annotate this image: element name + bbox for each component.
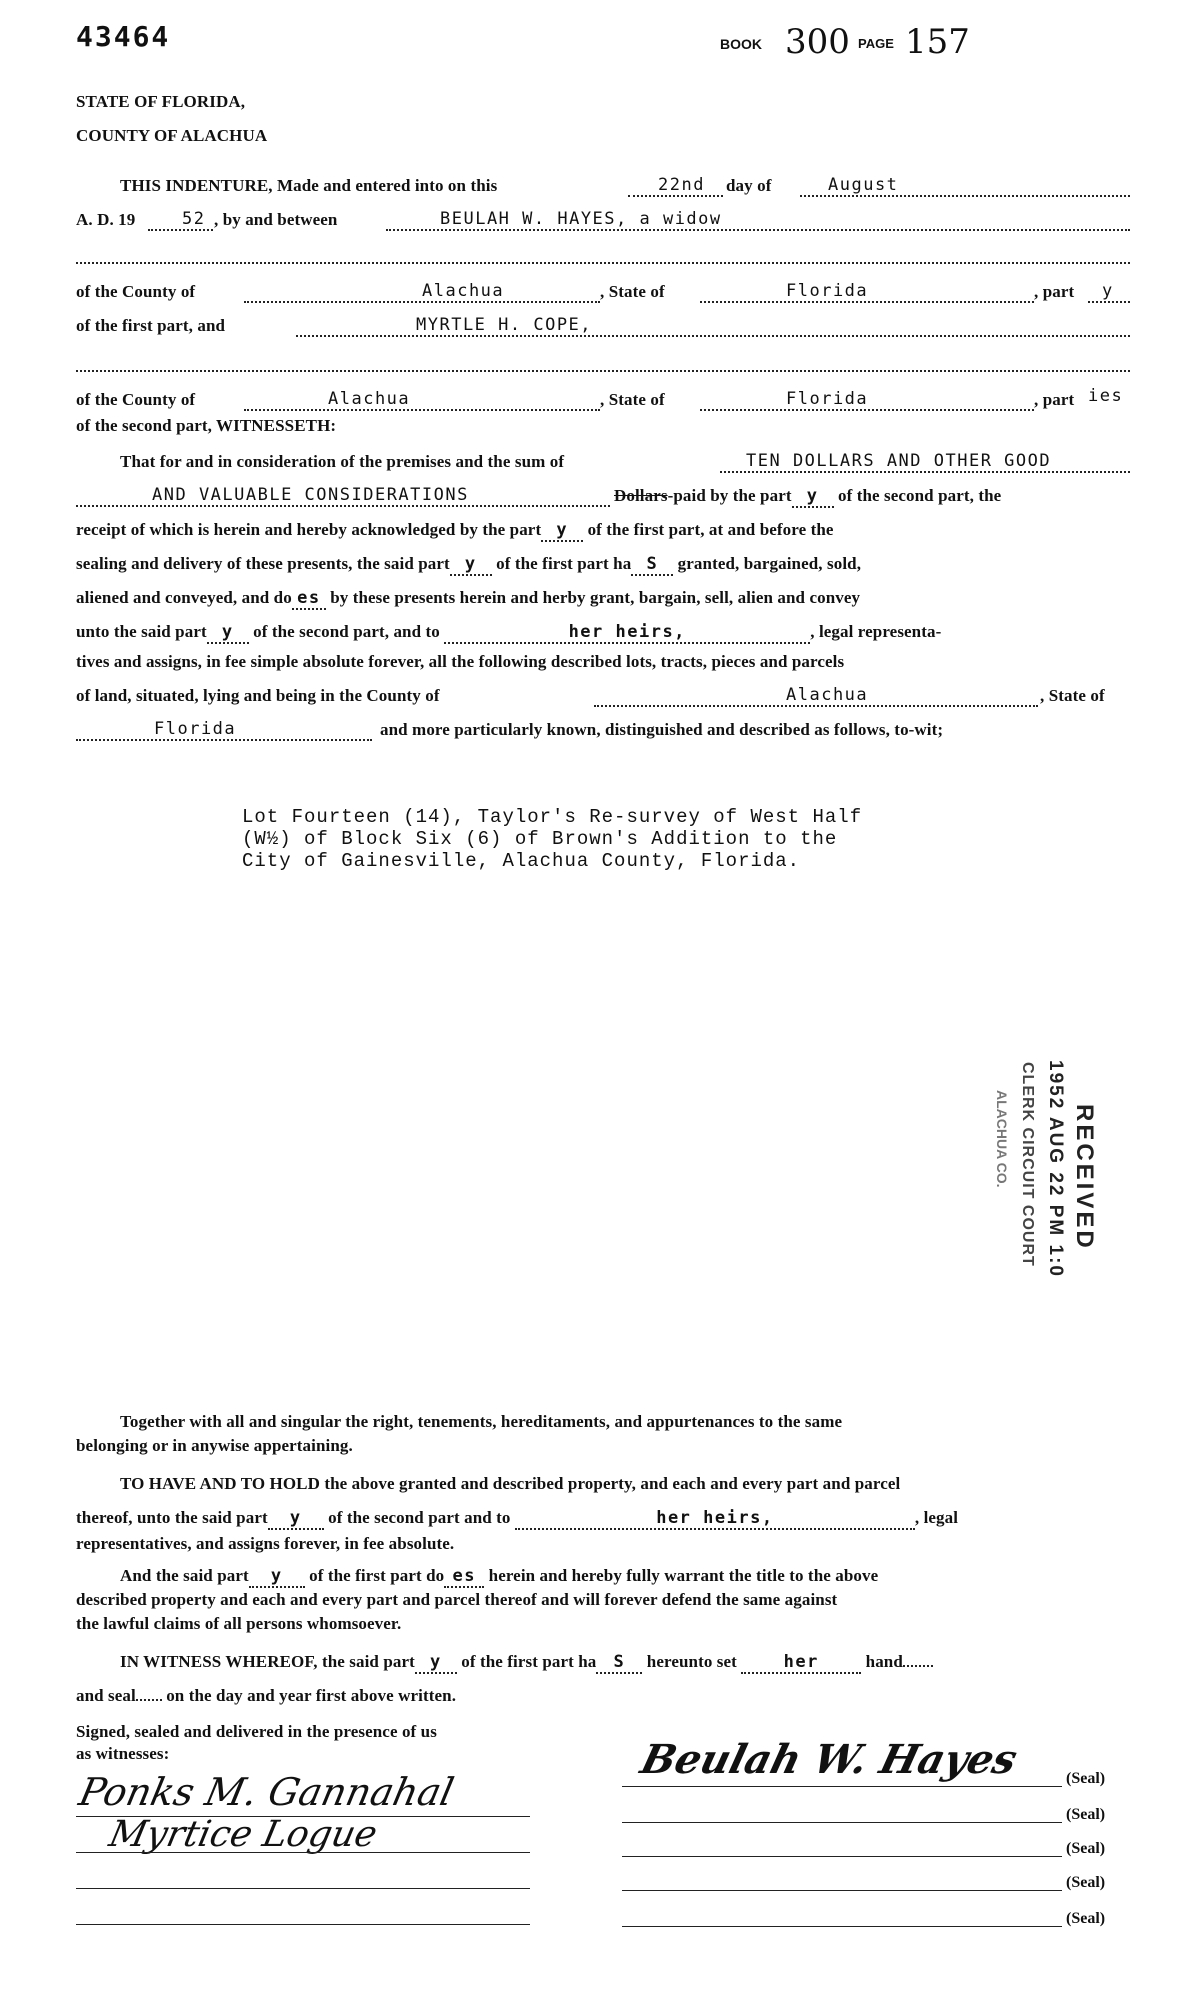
state3-value: Florida (154, 719, 237, 739)
year-line (148, 209, 213, 231)
habendum-y: y (268, 1508, 324, 1530)
witness-1a: IN WITNESS WHEREOF, the said part (120, 1652, 415, 1671)
by-between-label: , by and between (214, 210, 338, 229)
state2-line (700, 389, 1034, 411)
seal-line-2 (622, 1822, 1062, 1823)
aliened-row (76, 588, 860, 610)
state-heading: STATE OF FLORIDA, (76, 92, 246, 111)
unto-mid: of the second part, and to (253, 622, 440, 641)
state2-value: Florida (786, 389, 869, 409)
sealing-row (76, 554, 861, 576)
sealing-s: S (631, 554, 673, 576)
witness-1b: of the first part ha (461, 1652, 597, 1671)
land-tail: and more particularly known, distinguished and described as follows, to-wit; (380, 720, 944, 739)
consideration-lead: That for and in consideration of the premises and the sum of (120, 452, 565, 471)
witness-2a: and seal (76, 1686, 136, 1705)
witness-signature-2: Myrtice Logue (105, 1814, 381, 1855)
county-of-label-2: of the County of (76, 390, 196, 409)
county1-line (244, 281, 600, 303)
dollars-struck: Dollars (614, 486, 668, 505)
legal-description (242, 806, 862, 872)
sealing-y: y (450, 554, 492, 576)
unto-label: unto the said part (76, 622, 207, 641)
together-line-1: Together with all and singular the right, tenements, hereditaments, and appurtenances to the same (120, 1412, 843, 1431)
witness-her: her (741, 1652, 861, 1674)
amount-line-1-text: TEN DOLLARS AND OTHER GOOD (746, 451, 1052, 471)
habendum-line-3: representatives, and assigns forever, in fee absolute. (76, 1534, 455, 1553)
witness-line-3 (76, 1888, 530, 1889)
state-of-label-1: , State of (600, 282, 665, 301)
part1-line (1088, 281, 1130, 303)
stamp-county: ALACHUA CO. (994, 1090, 1010, 1188)
month-value: August (828, 175, 899, 195)
seal-label-1: (Seal) (1066, 1770, 1106, 1787)
part-label-2: , part (1034, 390, 1075, 409)
witness-line-4 (76, 1924, 530, 1925)
dollars-paid-row: Dollars-paid by the part y of the second part, the (614, 486, 1002, 506)
sealing-label: sealing and delivery of these presents, the said part (76, 554, 450, 573)
habendum-2a: thereof, unto the said part (76, 1508, 268, 1527)
seal-line-4 (622, 1890, 1062, 1891)
of-second-label: of the second part, the (837, 486, 1002, 505)
seal-label-2: (Seal) (1066, 1806, 1106, 1823)
signed-line-2: as witnesses: (76, 1744, 170, 1763)
day-of-label: day of (726, 176, 772, 195)
grantee-name: MYRTLE H. COPE, (416, 315, 593, 335)
aliened-es: es (292, 588, 326, 610)
habendum-heirs: her heirs, (515, 1508, 915, 1530)
grantor-name: BEULAH W. HAYES, a widow (440, 209, 722, 229)
receipt-y: y (541, 520, 583, 542)
witness-y: y (415, 1652, 457, 1674)
witness-hand: hand (865, 1652, 903, 1671)
warranty-1b: of the first part do (309, 1566, 445, 1585)
sealing-mid: of the first part ha (496, 554, 632, 573)
seal-label-5: (Seal) (1066, 1910, 1106, 1927)
state1-value: Florida (786, 281, 869, 301)
witness-line-2 (76, 1852, 530, 1853)
warranty-row-1 (120, 1566, 878, 1588)
sealing-tail: granted, bargained, sold, (677, 554, 862, 573)
witness-row-2 (76, 1686, 456, 1706)
unto-row (76, 622, 941, 644)
receipt-label: receipt of which is herein and hereby acknowledged by the part (76, 520, 542, 539)
legal-line-1: Lot Fourteen (14), Taylor's Re-survey of West Half (242, 806, 863, 828)
stamp-received: RECEIVED (1071, 1104, 1098, 1251)
part2-suffix: ies (1088, 386, 1124, 406)
together-line-2: belonging or in anywise appertaining. (76, 1436, 353, 1455)
grantor-signature: Beulah W. Hayes (636, 1736, 1022, 1783)
habendum-2b: of the second part and to (328, 1508, 511, 1527)
page-number: 157 (905, 22, 970, 62)
stamp-clerk: CLERK CIRCUIT COURT (1019, 1062, 1036, 1267)
seal-line-1 (622, 1786, 1062, 1787)
county3-line (594, 685, 1038, 707)
seal-label-4: (Seal) (1066, 1874, 1106, 1891)
seal-line-3 (622, 1856, 1062, 1857)
indenture-lead: THIS INDENTURE, Made and entered into on this (120, 176, 498, 195)
state-of-label-2: , State of (600, 390, 665, 409)
legal-line-3: City of Gainesville, Alachua County, Florida. (242, 850, 801, 872)
warranty-1c: herein and hereby fully warrant the title to the above (488, 1566, 879, 1585)
amount-line-2-text: AND VALUABLE CONSIDERATIONS (152, 485, 469, 505)
habendum-line-1: TO HAVE AND TO HOLD the above granted and described property, and each and every part and parcel (120, 1474, 901, 1493)
unto-tail: , legal representa- (810, 622, 942, 641)
unto-heirs: her heirs, (444, 622, 810, 644)
day-line (628, 175, 723, 197)
page-label: PAGE (858, 36, 894, 51)
blank-line-2 (76, 370, 1130, 372)
warranty-y: y (249, 1566, 305, 1588)
paid-by-y: y (792, 486, 834, 508)
first-part-and-label: of the first part, and (76, 316, 226, 335)
blank-line-1 (76, 262, 1130, 264)
warranty-es: es (444, 1566, 484, 1588)
legal-line-2: (W½) of Block Six (6) of Brown's Addition to the (242, 828, 838, 850)
unto-y: y (207, 622, 249, 644)
amount-line-2 (76, 485, 610, 507)
part-label-1: , part (1034, 282, 1075, 301)
month-line (800, 175, 1130, 197)
witness-1c: hereunto set (646, 1652, 737, 1671)
seal-label-3: (Seal) (1066, 1840, 1106, 1857)
signed-line-1: Signed, sealed and delivered in the presence of us (76, 1722, 437, 1741)
grantee-line (296, 315, 1130, 337)
book-label: BOOK (720, 36, 762, 52)
habendum-2c: , legal (914, 1508, 959, 1527)
grantor-line (386, 209, 1130, 231)
county1-value: Alachua (422, 281, 505, 301)
county-heading: COUNTY OF ALACHUA (76, 126, 268, 145)
seal-line-5 (622, 1926, 1062, 1927)
county2-value: Alachua (328, 389, 411, 409)
tives-line: tives and assigns, in fee simple absolute forever, all the following described lots, tracts, pieces and parcels (76, 652, 845, 671)
year-value: 52 (182, 209, 206, 229)
witness-row-1 (120, 1652, 933, 1674)
county-of-label-1: of the County of (76, 282, 196, 301)
aliened-label: aliened and conveyed, and do (76, 588, 292, 607)
stamp-date: 1952 AUG 22 PM 1:0 (1045, 1060, 1066, 1278)
witness-signature-1: Ponks M. Gannahal (75, 1770, 458, 1814)
document-number: 43464 (76, 20, 171, 53)
state3-line (76, 719, 372, 741)
second-part-witnesseth: of the second part, WITNESSETH: (76, 416, 337, 435)
warranty-line-3: the lawful claims of all persons whomsoever. (76, 1614, 402, 1633)
state-of-end-label: , State of (1040, 686, 1105, 705)
amount-line-1 (720, 451, 1130, 473)
receipt-row (76, 520, 834, 542)
warranty-1a: And the said part (120, 1566, 249, 1585)
county2-line (244, 389, 600, 411)
aliened-tail: by these presents herein and herby grant, bargain, sell, alien and convey (330, 588, 861, 607)
paid-by-label: paid by the part (673, 486, 792, 505)
state1-line (700, 281, 1034, 303)
receipt-tail: of the first part, at and before the (587, 520, 834, 539)
county3-value: Alachua (786, 685, 869, 705)
part1-suffix: y (1102, 281, 1114, 301)
habendum-row-2 (76, 1508, 958, 1530)
witness-2-tail: on the day and year first above written. (166, 1686, 457, 1705)
day-value: 22nd (658, 175, 705, 195)
witness-s: S (596, 1652, 642, 1674)
book-number: 300 (785, 22, 850, 62)
warranty-line-2: described property and each and every part and parcel thereof and will forever defend the same against (76, 1590, 838, 1609)
land-label: of land, situated, lying and being in the County of (76, 686, 440, 705)
ad-label: A. D. 19 (76, 210, 136, 229)
